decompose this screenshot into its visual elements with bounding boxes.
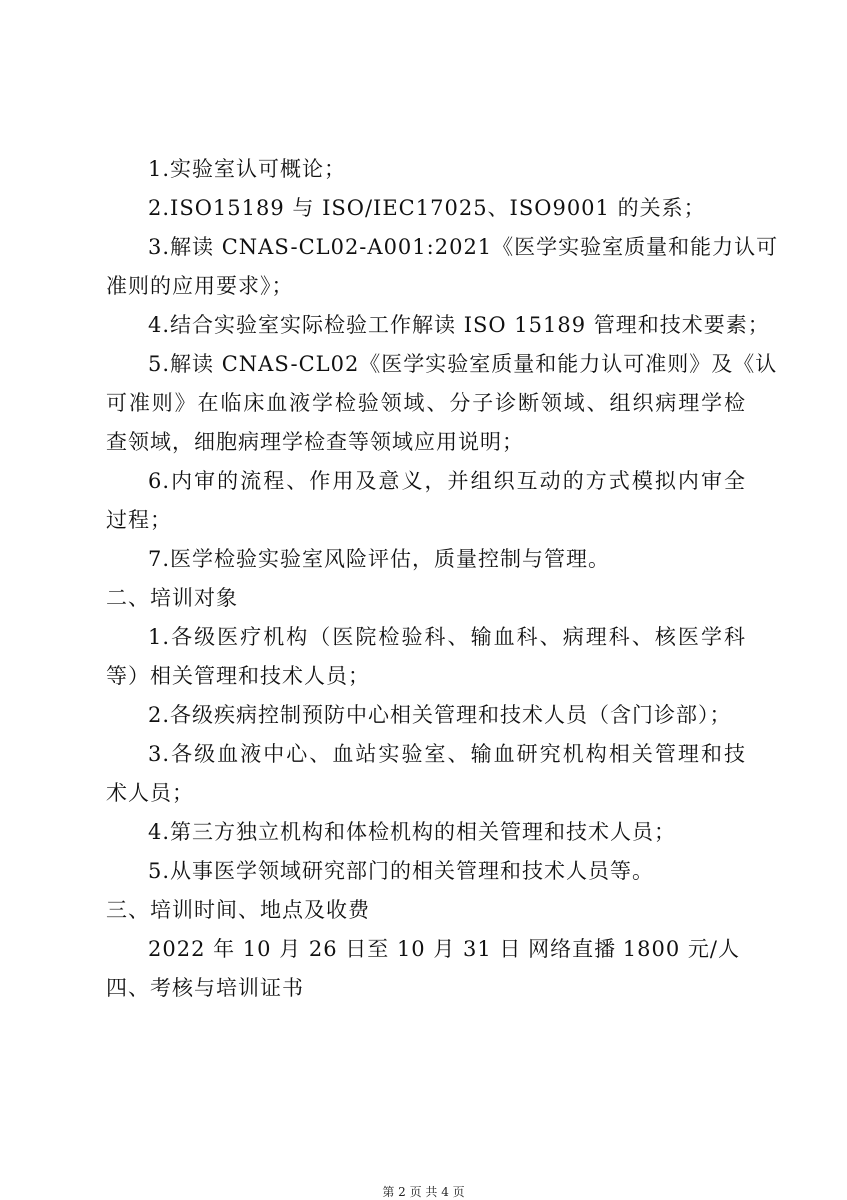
trainee-item-1-line-1: 1.各级医疗机构（医院检验科、输血科、病理科、核医学科	[148, 625, 746, 649]
content-item-3-line-2: 准则的应用要求》；	[106, 274, 294, 298]
content-item-5-line-3: 查领域，细胞病理学检查等领域应用说明；	[106, 430, 524, 454]
trainee-item-5: 5.从事医学领域研究部门的相关管理和技术人员等。	[148, 859, 655, 883]
trainee-item-3-line-1: 3.各级血液中心、血站实验室、输血研究机构相关管理和技	[148, 742, 746, 766]
content-item-4: 4.结合实验室实际检验工作解读 ISO 15189 管理和技术要素；	[148, 313, 770, 337]
content-item-1: 1.实验室认可概论；	[148, 157, 347, 181]
content-item-3-line-1: 3.解读 CNAS-CL02-A001:2021《医学实验室质量和能力认可	[148, 235, 779, 259]
trainee-item-3-line-2: 术人员；	[106, 781, 194, 805]
trainee-item-4: 4.第三方独立机构和体检机构的相关管理和技术人员；	[148, 820, 677, 844]
page-number: 第 2 页 共 4 页	[382, 1185, 465, 1199]
section-heading-schedule: 三、培训时间、地点及收费	[106, 898, 370, 922]
content-item-7: 7.医学检验实验室风险评估，质量控制与管理。	[148, 547, 611, 571]
section-heading-trainees: 二、培训对象	[106, 586, 238, 610]
content-item-5-line-1: 5.解读 CNAS-CL02《医学实验室质量和能力认可准则》及《认	[148, 352, 778, 376]
schedule-mode: 网络直播	[528, 937, 617, 961]
trainee-item-1-line-2: 等）相关管理和技术人员；	[106, 664, 370, 688]
content-item-2: 2.ISO15189 与 ISO/IEC17025、ISO9001 的关系；	[148, 196, 706, 220]
section-heading-assessment: 四、考核与培训证书	[106, 976, 304, 1000]
content-item-5-line-2: 可准则》在临床血液学检验领域、分子诊断领域、组织病理学检	[106, 391, 746, 415]
schedule-fee: 1800 元/人	[622, 937, 740, 961]
schedule-row	[106, 930, 746, 969]
trainee-item-2: 2.各级疾病控制预防中心相关管理和技术人员（含门诊部）；	[148, 703, 732, 727]
schedule-date: 2022 年 10 月 26 日至 10 月 31 日	[148, 937, 522, 961]
content-item-6-line-2: 过程；	[106, 508, 172, 532]
content-item-6-line-1: 6.内审的流程、作用及意义，并组织互动的方式模拟内审全	[148, 469, 746, 493]
document-body	[106, 150, 779, 1008]
